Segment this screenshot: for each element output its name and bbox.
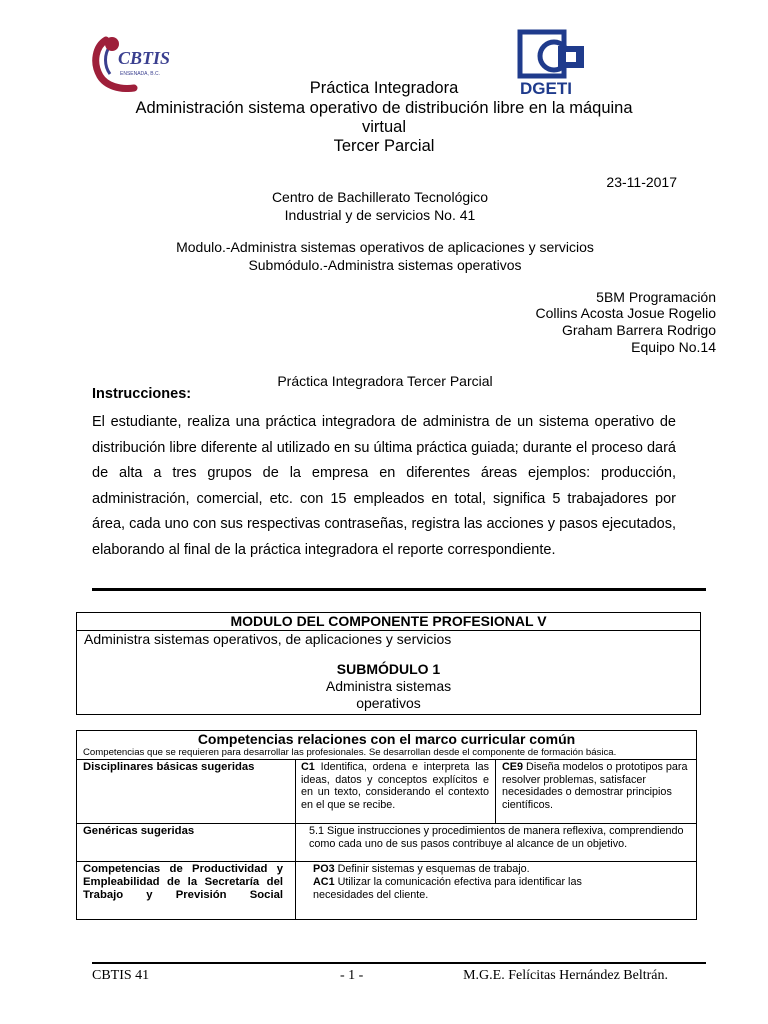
module-line: Modulo.-Administra sistemas operativos de aplicaciones y servicios [176,239,594,255]
competency-c1-text: Identifica, ordena e interpreta las ideas, datos y conceptos explícitos e en un texto, considerando el contexto en el que se recibe. [301,761,489,811]
module-description: Administra sistemas operativos, de aplicaciones y servicios [84,631,452,647]
title-line-1: Práctica Integradora [309,79,459,97]
cbtis-logo-name: CBTIS [118,48,171,68]
submodule-title: SUBMÓDULO 1 [336,661,441,677]
competency-ce9 [502,761,690,811]
footer-author: M.G.E. Felícitas Hernández Beltrán. [463,968,668,983]
dgeti-logo-name: DGETI [520,79,572,98]
productividad-label: Competencias de Productividad y Empleabilidad de la Secretaría del Trabajo y Previsión Social [83,863,283,901]
competency-ac1 [313,876,613,901]
submodule-name-line-1: Administra sistemas [325,678,452,694]
submodule-line: Submódulo.-Administra sistemas operativos [248,257,522,273]
instructions-body: El estudiante, realiza una práctica integradora de administra de un sistema operativo de distribución libre diferente al utilizado en su última práctica guiada; durante el proceso dará de alta a tres grupos de la empresa en diferentes áreas ejemplos: producción, administración, comercial, etc. con 15 empleados en total, significa 5 trabajadores por área, cada uno con sus respectivas contraseñas, registra las acciones y pasos ejecutados, elaborando al final de la práctica integradora el reporte correspondiente. [92,414,676,558]
competency-ce9-code: CE9 [502,761,524,773]
student-name-2: Graham Barrera Rodrigo [561,322,716,338]
generic-competency-5-1: 5.1 Sigue instrucciones y procedimientos de manera reflexiva, comprendiendo como cada uno de sus pasos contribuye al alcance de un objetivo. [309,825,684,850]
competencias-title: Competencias relaciones con el marco curricular común [197,731,576,747]
competency-c1 [301,761,489,811]
footer-page-number: - 1 - [340,968,364,983]
cbtis-logo-caption: ENSENADA, B.C. [120,71,161,77]
title-line-3: virtual [361,118,406,136]
competency-po3-text: Definir sistemas y esquemas de trabajo. [337,863,530,875]
student-name-1: Collins Acosta Josue Rogelio [535,305,716,321]
title-line-2: Administración sistema operativo de distribución libre en la máquina [135,99,633,117]
school-line-1: Centro de Bachillerato Tecnológico [271,189,489,205]
competency-ac1-code: AC1 [313,876,335,888]
competency-c1-code: C1 [301,761,315,773]
module-box-header: MODULO DEL COMPONENTE PROFESIONAL V [77,613,700,631]
competency-ac1-text: Utilizar la comunicación efectiva para identificar las necesidades del cliente. [313,876,582,901]
competencias-note: Competencias que se requieren para desarrollar las profesionales. Se desarrollan desde el componente de formación básica. [83,747,617,758]
section-divider [92,588,706,591]
instructions-heading: Instrucciones: [92,386,192,402]
module-box [76,612,701,715]
instructions-subtitle: Práctica Integradora Tercer Parcial [277,373,493,389]
title-line-4: Tercer Parcial [333,137,435,155]
group-label: 5BM Programación [596,289,716,305]
school-line-2: Industrial y de servicios No. 41 [284,207,476,223]
genericas-label: Genéricas sugeridas [83,825,195,837]
competencias-table [76,730,697,920]
submodule-name-line-2: operativos [356,695,421,711]
footer-divider [92,962,706,964]
disciplinares-label: Disciplinares básicas sugeridas [83,761,255,773]
competency-po3 [313,863,689,876]
competency-po3-code: PO3 [313,863,335,875]
footer-school: CBTIS 41 [92,968,150,983]
document-date: 23-11-2017 [606,174,677,190]
team-label: Equipo No.14 [631,339,716,355]
competency-ce9-text: Diseña modelos o prototipos para resolver problemas, satisfacer necesidades o demostrar principios científicos. [502,761,688,811]
